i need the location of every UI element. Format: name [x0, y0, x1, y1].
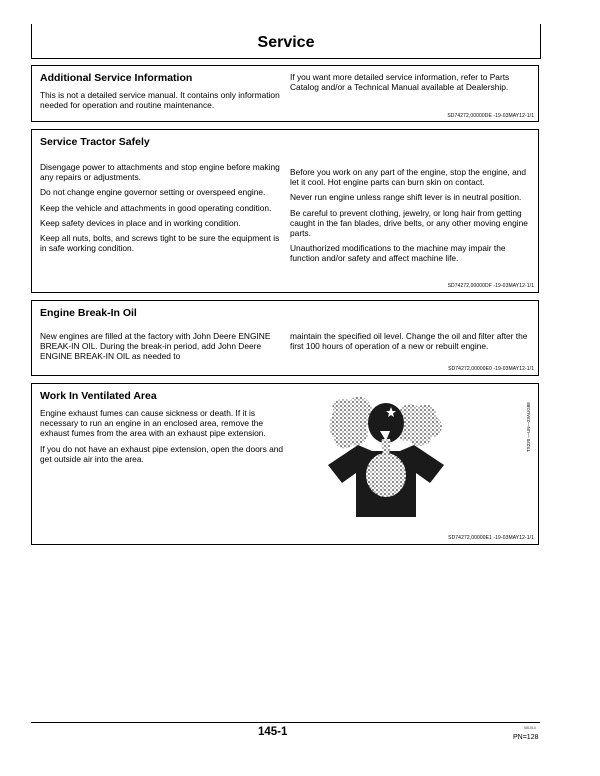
paragraph: Engine exhaust fumes can cause sickness or death. If it is necessary to run an engine in an enclosed area, remove the exhaust fumes from the area with an exhaust pipe extension.: [40, 408, 266, 439]
right-column: [290, 331, 530, 356]
paragraph: Keep all nuts, bolts, and screws tight to be sure the equipment is in safe working condition.: [40, 233, 280, 254]
section-title: Work In Ventilated Area: [40, 390, 157, 402]
reference-code: SD74272,00000DE -19-03MAY12-1/1: [447, 113, 534, 119]
paragraph: maintain the specified oil level. Change the oil and filter after the first 100 hours of operation of a new or rebuilt engine.: [290, 331, 528, 352]
reference-code: SD74272,00000E0 -19-03MAY12-1/1: [448, 366, 534, 372]
section-additional-service-info: [31, 65, 539, 122]
right-column: [290, 72, 530, 97]
reference-code: SD74272,00000DF -19-03MAY12-1/1: [447, 283, 534, 289]
left-column: [40, 162, 284, 258]
section-engine-break-in-oil: [31, 300, 539, 376]
footer-rule: [31, 722, 540, 723]
section-work-in-ventilated-area: [31, 383, 539, 545]
section-title: Service Tractor Safely: [40, 136, 150, 148]
right-column: [290, 167, 532, 269]
section-title: Additional Service Information: [40, 72, 193, 84]
exhaust-fumes-person-illustration: [328, 393, 448, 517]
paragraph: Do not change engine governor setting or overspeed engine.: [40, 187, 266, 198]
section-title: Engine Break-In Oil: [40, 307, 137, 319]
paragraph: Be careful to prevent clothing, jewelry, or long hair from getting caught in the fan blades, drive belts, or any other moving engine parts.: [290, 207, 528, 239]
paragraph: Unauthorized modifications to the machine may impair the function and/or safety and affect machine life.: [290, 243, 506, 264]
left-column: [40, 331, 284, 367]
paragraph: Keep the vehicle and attachments in good operating condition.: [40, 202, 272, 213]
paragraph: Keep safety devices in place and in working condition.: [40, 217, 241, 228]
page-number: 145-1: [258, 726, 288, 738]
paragraph: Before you work on any part of the engine, stop the engine, and let it cool. Hot engine parts can burn skin on contact.: [290, 167, 527, 188]
paragraph: Disengage power to attachments and stop engine before making any repairs or adjustments.: [40, 162, 280, 183]
paragraph: If you want more detailed service information, refer to Parts Catalog and/or a Technical Manual available at Dealership.: [290, 72, 510, 93]
left-column: [40, 408, 284, 469]
paragraph: Never run engine unless range shift lever is in neutral position.: [290, 192, 522, 203]
paragraph: This is not a detailed service manual. It contains only information needed for operation and routine maintenance.: [40, 90, 280, 111]
pn-label: PN=128: [513, 734, 539, 741]
image-label: TS220 —UN—23AUG88: [526, 402, 531, 452]
paragraph: If you do not have an exhaust pipe extension, open the doors and get outside air into the area.: [40, 443, 284, 464]
reference-code: SD74272,00000E1 -19-03MAY12-1/1: [448, 535, 534, 541]
left-column: [40, 90, 284, 115]
section-service-tractor-safely: [31, 129, 539, 293]
footer-code: 081014: [524, 726, 536, 730]
paragraph: New engines are filled at the factory with John Deere ENGINE BREAK-IN OIL. During the break-in period, add John Deere ENGINE BREAK-IN OIL as needed to: [40, 331, 271, 362]
header-box: [31, 24, 541, 59]
page-title: Service: [257, 34, 315, 51]
